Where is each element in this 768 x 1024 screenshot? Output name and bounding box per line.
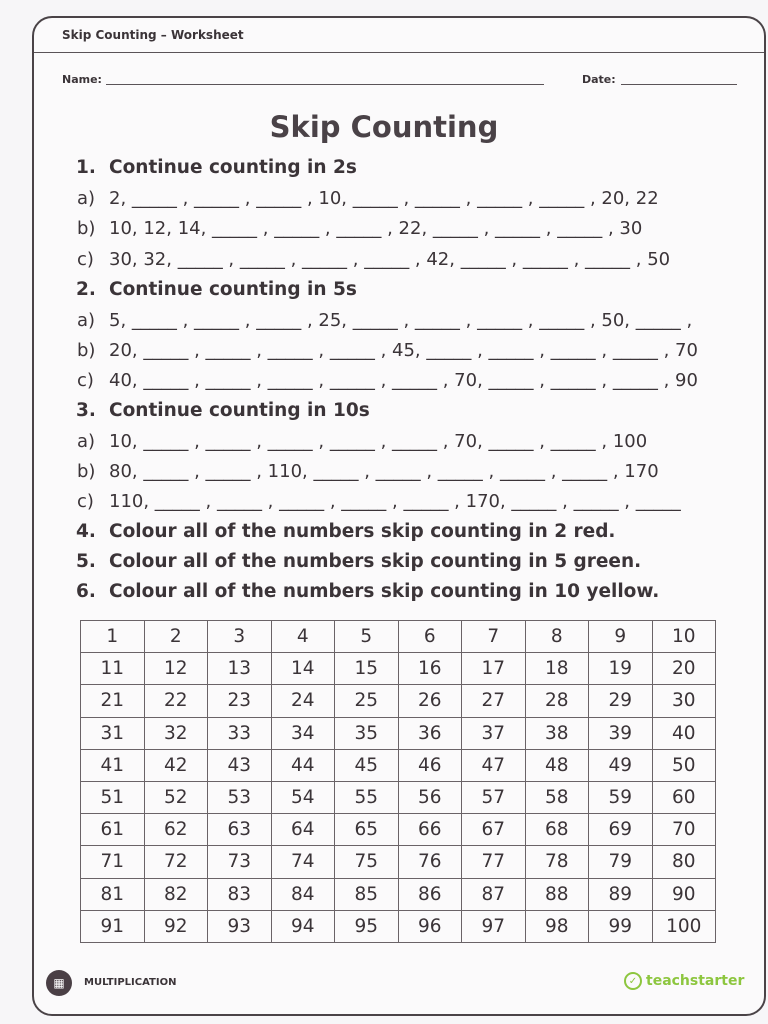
row-label: a) [77, 431, 96, 452]
chart-cell[interactable]: 89 [589, 878, 653, 910]
chart-cell[interactable]: 42 [144, 749, 208, 781]
chart-cell[interactable]: 80 [652, 846, 716, 878]
chart-cell[interactable]: 67 [462, 814, 526, 846]
chart-cell[interactable]: 31 [81, 717, 145, 749]
chart-cell[interactable]: 100 [652, 910, 716, 942]
chart-cell[interactable]: 41 [81, 749, 145, 781]
chart-row [81, 846, 716, 878]
chart-row [81, 653, 716, 685]
chart-row [81, 749, 716, 781]
chart-cell[interactable]: 12 [144, 653, 208, 685]
counting-row[interactable] [77, 310, 692, 331]
chart-cell[interactable]: 43 [208, 749, 272, 781]
footer-category: MULTIPLICATION [84, 977, 177, 988]
chart-cell[interactable]: 73 [208, 846, 272, 878]
chart-cell[interactable]: 24 [271, 685, 335, 717]
chart-cell[interactable]: 5 [335, 621, 399, 653]
chart-cell[interactable]: 79 [589, 846, 653, 878]
chart-row [81, 814, 716, 846]
chart-cell[interactable]: 94 [271, 910, 335, 942]
chart-cell[interactable]: 3 [208, 621, 272, 653]
instruction-text: Colour all of the numbers skip counting in 5 green. [109, 551, 642, 572]
chart-cell[interactable]: 38 [525, 717, 589, 749]
chart-row [81, 910, 716, 942]
row-label: c) [77, 249, 94, 270]
chart-cell[interactable]: 48 [525, 749, 589, 781]
row-sequence: 20, _____ , _____ , _____ , _____ , 45, _____ , _____ , _____ , _____ , 70 [109, 340, 698, 361]
chart-cell[interactable]: 30 [652, 685, 716, 717]
brand-name: teachstarter [646, 973, 745, 989]
brand-icon: ✓ [624, 972, 642, 990]
chart-cell[interactable]: 29 [589, 685, 653, 717]
counting-row[interactable] [77, 431, 647, 452]
chart-cell[interactable]: 15 [335, 653, 399, 685]
chart-cell[interactable]: 26 [398, 685, 462, 717]
row-sequence: 2, _____ , _____ , _____ , 10, _____ , _____ , _____ , _____ , 20, 22 [109, 188, 659, 209]
chart-cell[interactable]: 46 [398, 749, 462, 781]
chart-cell[interactable]: 2 [144, 621, 208, 653]
chart-cell[interactable]: 49 [589, 749, 653, 781]
counting-row[interactable] [77, 340, 698, 361]
row-sequence: 30, 32, _____ , _____ , _____ , _____ , 42, _____ , _____ , _____ , 50 [109, 249, 671, 270]
chart-cell[interactable]: 65 [335, 814, 399, 846]
chart-cell[interactable]: 63 [208, 814, 272, 846]
chart-cell[interactable]: 74 [271, 846, 335, 878]
chart-row [81, 685, 716, 717]
instruction-4 [76, 521, 615, 542]
chart-cell[interactable]: 91 [81, 910, 145, 942]
row-label: b) [77, 218, 96, 239]
instruction-6 [76, 581, 659, 602]
section-number: 3. [76, 400, 96, 421]
chart-cell[interactable]: 40 [652, 717, 716, 749]
chart-cell[interactable]: 13 [208, 653, 272, 685]
chart-cell[interactable]: 20 [652, 653, 716, 685]
row-label: a) [77, 188, 96, 209]
chart-cell[interactable]: 4 [271, 621, 335, 653]
header-divider [34, 52, 764, 53]
chart-cell[interactable]: 78 [525, 846, 589, 878]
chart-cell[interactable]: 85 [335, 878, 399, 910]
chart-cell[interactable]: 17 [462, 653, 526, 685]
chart-cell[interactable]: 37 [462, 717, 526, 749]
chart-cell[interactable]: 88 [525, 878, 589, 910]
chart-cell[interactable]: 34 [271, 717, 335, 749]
chart-cell[interactable]: 51 [81, 781, 145, 813]
name-field-line[interactable] [106, 84, 544, 85]
row-label: c) [77, 491, 94, 512]
chart-cell[interactable]: 7 [462, 621, 526, 653]
chart-cell[interactable]: 45 [335, 749, 399, 781]
counting-row[interactable] [77, 188, 659, 209]
chart-row [81, 781, 716, 813]
chart-row [81, 878, 716, 910]
chart-cell[interactable]: 25 [335, 685, 399, 717]
chart-cell[interactable]: 83 [208, 878, 272, 910]
chart-cell[interactable]: 70 [652, 814, 716, 846]
counting-row[interactable] [77, 218, 642, 239]
chart-cell[interactable]: 86 [398, 878, 462, 910]
chart-cell[interactable]: 61 [81, 814, 145, 846]
hundred-chart [80, 620, 716, 943]
row-sequence: 10, _____ , _____ , _____ , _____ , _____ , 70, _____ , _____ , 100 [109, 431, 648, 452]
chart-cell[interactable]: 96 [398, 910, 462, 942]
chart-row [81, 621, 716, 653]
chart-cell[interactable]: 81 [81, 878, 145, 910]
chart-cell[interactable]: 22 [144, 685, 208, 717]
chart-cell[interactable]: 66 [398, 814, 462, 846]
chart-cell[interactable]: 90 [652, 878, 716, 910]
chart-cell[interactable]: 98 [525, 910, 589, 942]
instruction-number: 5. [76, 551, 96, 572]
section-title: Continue counting in 5s [109, 279, 357, 300]
chart-cell[interactable]: 56 [398, 781, 462, 813]
instruction-number: 4. [76, 521, 96, 542]
counting-row[interactable] [77, 491, 681, 512]
section-number: 1. [76, 157, 96, 178]
calculator-icon: ▦ [46, 970, 72, 996]
chart-cell[interactable]: 32 [144, 717, 208, 749]
chart-cell[interactable]: 6 [398, 621, 462, 653]
instruction-text: Colour all of the numbers skip counting in 2 red. [109, 521, 616, 542]
chart-cell[interactable]: 82 [144, 878, 208, 910]
chart-cell[interactable]: 68 [525, 814, 589, 846]
chart-cell[interactable]: 36 [398, 717, 462, 749]
section-1-heading [76, 157, 357, 178]
chart-cell[interactable]: 72 [144, 846, 208, 878]
counting-row[interactable] [77, 461, 659, 482]
row-label: b) [77, 340, 96, 361]
chart-cell[interactable]: 21 [81, 685, 145, 717]
chart-cell[interactable]: 16 [398, 653, 462, 685]
row-sequence: 80, _____ , _____ , 110, _____ , _____ , _____ , _____ , _____ , 170 [109, 461, 659, 482]
chart-cell[interactable]: 55 [335, 781, 399, 813]
chart-cell[interactable]: 76 [398, 846, 462, 878]
chart-cell[interactable]: 58 [525, 781, 589, 813]
row-sequence: 5, _____ , _____ , _____ , 25, _____ , _____ , _____ , _____ , 50, _____ , [109, 310, 693, 331]
chart-cell[interactable]: 84 [271, 878, 335, 910]
chart-cell[interactable]: 99 [589, 910, 653, 942]
chart-cell[interactable]: 69 [589, 814, 653, 846]
chart-cell[interactable]: 71 [81, 846, 145, 878]
chart-cell[interactable]: 1 [81, 621, 145, 653]
row-label: c) [77, 370, 94, 391]
chart-cell[interactable]: 60 [652, 781, 716, 813]
chart-cell[interactable]: 44 [271, 749, 335, 781]
chart-cell[interactable]: 92 [144, 910, 208, 942]
chart-cell[interactable]: 23 [208, 685, 272, 717]
counting-row[interactable] [77, 370, 698, 391]
chart-cell[interactable]: 47 [462, 749, 526, 781]
row-label: a) [77, 310, 96, 331]
instruction-number: 6. [76, 581, 96, 602]
chart-cell[interactable]: 27 [462, 685, 526, 717]
section-title: Continue counting in 2s [109, 157, 357, 178]
section-3-heading [76, 400, 370, 421]
chart-cell[interactable]: 35 [335, 717, 399, 749]
row-sequence: 10, 12, 14, _____ , _____ , _____ , 22, _____ , _____ , _____ , 30 [109, 218, 643, 239]
chart-cell[interactable]: 39 [589, 717, 653, 749]
section-title: Continue counting in 10s [109, 400, 370, 421]
chart-cell[interactable]: 75 [335, 846, 399, 878]
chart-row [81, 717, 716, 749]
row-label: b) [77, 461, 96, 482]
instruction-5 [76, 551, 641, 572]
chart-cell[interactable]: 57 [462, 781, 526, 813]
section-number: 2. [76, 279, 96, 300]
chart-cell[interactable]: 8 [525, 621, 589, 653]
date-field-line[interactable] [621, 84, 737, 85]
chart-cell[interactable]: 64 [271, 814, 335, 846]
chart-cell[interactable]: 87 [462, 878, 526, 910]
header-title: Skip Counting – Worksheet [62, 28, 244, 42]
chart-cell[interactable]: 54 [271, 781, 335, 813]
chart-cell[interactable]: 19 [589, 653, 653, 685]
name-label: Name: [62, 73, 102, 86]
chart-cell[interactable]: 18 [525, 653, 589, 685]
instruction-text: Colour all of the numbers skip counting in 10 yellow. [109, 581, 660, 602]
chart-cell[interactable]: 28 [525, 685, 589, 717]
row-sequence: 110, _____ , _____ , _____ , _____ , _____ , 170, _____ , _____ , _____ [109, 491, 681, 512]
chart-cell[interactable]: 62 [144, 814, 208, 846]
chart-cell[interactable]: 93 [208, 910, 272, 942]
chart-cell[interactable]: 97 [462, 910, 526, 942]
page-title: Skip Counting [269, 110, 499, 144]
chart-cell[interactable]: 95 [335, 910, 399, 942]
chart-cell[interactable]: 33 [208, 717, 272, 749]
chart-cell[interactable]: 11 [81, 653, 145, 685]
chart-cell[interactable]: 50 [652, 749, 716, 781]
brand-logo [624, 972, 744, 990]
chart-cell[interactable]: 14 [271, 653, 335, 685]
chart-cell[interactable]: 52 [144, 781, 208, 813]
chart-cell[interactable]: 10 [652, 621, 716, 653]
date-label: Date: [582, 73, 616, 86]
row-sequence: 40, _____ , _____ , _____ , _____ , _____ , 70, _____ , _____ , _____ , 90 [109, 370, 698, 391]
chart-cell[interactable]: 53 [208, 781, 272, 813]
section-2-heading [76, 279, 357, 300]
chart-cell[interactable]: 59 [589, 781, 653, 813]
chart-cell[interactable]: 77 [462, 846, 526, 878]
chart-cell[interactable]: 9 [589, 621, 653, 653]
counting-row[interactable] [77, 249, 670, 270]
